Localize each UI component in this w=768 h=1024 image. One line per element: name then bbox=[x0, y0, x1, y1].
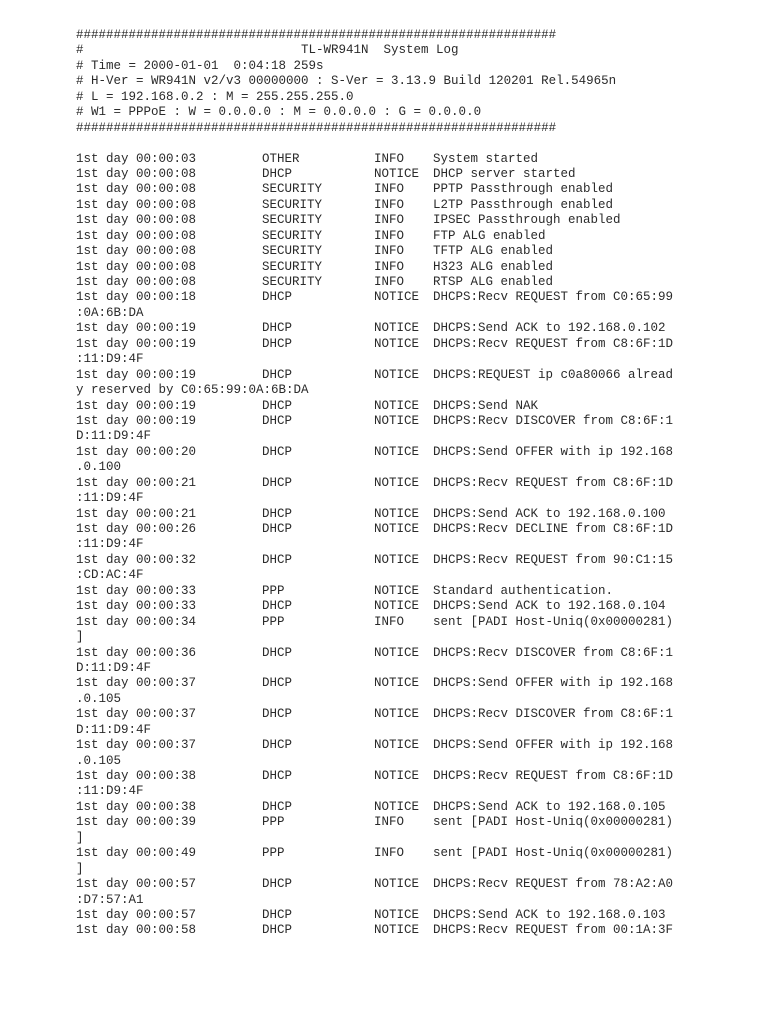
log-entry-category: DHCP bbox=[262, 475, 293, 490]
log-entry-time: 1st day 00:00:37 bbox=[76, 676, 197, 691]
log-entry bbox=[76, 846, 756, 861]
log-entry bbox=[76, 368, 756, 383]
system-log bbox=[76, 28, 756, 939]
log-entry-category: PPP bbox=[262, 846, 285, 861]
log-entry bbox=[76, 337, 756, 352]
log-entry-level: NOTICE bbox=[374, 367, 420, 382]
log-entry-category: DHCP bbox=[262, 907, 293, 922]
log-entry bbox=[76, 476, 756, 491]
log-entry-message: DHCPS:Send NAK bbox=[433, 398, 539, 413]
log-entry-continuation bbox=[76, 661, 756, 676]
log-entry-message-wrap: .0.105 bbox=[76, 691, 122, 706]
log-entry bbox=[76, 923, 756, 938]
log-entry-message-wrap: ] bbox=[76, 861, 84, 876]
log-entry-message: DHCPS:Recv DISCOVER from C8:6F:1 bbox=[433, 413, 674, 428]
log-entry-level: NOTICE bbox=[374, 583, 420, 598]
log-entry-time: 1st day 00:00:21 bbox=[76, 475, 197, 490]
log-entry bbox=[76, 321, 756, 336]
log-entry-time: 1st day 00:00:18 bbox=[76, 290, 197, 305]
log-entry-level: NOTICE bbox=[374, 645, 420, 660]
log-entry-message: DHCPS:Recv DECLINE from C8:6F:1D bbox=[433, 522, 674, 536]
log-entry-category: DHCP bbox=[262, 799, 293, 814]
log-entry-category: PPP bbox=[262, 815, 285, 830]
log-entry-message: Standard authentication. bbox=[433, 583, 614, 598]
log-entry-time: 1st day 00:00:37 bbox=[76, 707, 197, 722]
log-entry-category: DHCP bbox=[262, 321, 293, 336]
log-entry-message-wrap: ] bbox=[76, 630, 84, 645]
log-entry-message: L2TP Passthrough enabled bbox=[433, 197, 614, 212]
log-entry bbox=[76, 290, 756, 305]
log-entry-level: INFO bbox=[374, 244, 405, 259]
log-entry-message: FTP ALG enabled bbox=[433, 228, 546, 243]
log-entry-category: SECURITY bbox=[262, 275, 323, 289]
log-entry-level: INFO bbox=[374, 228, 405, 243]
log-entry-level: NOTICE bbox=[374, 475, 420, 490]
log-entry-category: SECURITY bbox=[262, 228, 323, 243]
log-entry bbox=[76, 244, 756, 259]
log-entry-time: 1st day 00:00:19 bbox=[76, 413, 197, 428]
log-entry-message: H323 ALG enabled bbox=[433, 259, 554, 274]
log-title: # TL-WR941N System Log bbox=[76, 43, 459, 58]
log-entry-continuation bbox=[76, 893, 756, 908]
log-entry-continuation bbox=[76, 831, 756, 846]
header-rule-bottom: ################################################################ bbox=[76, 120, 557, 135]
log-entry-message: DHCPS:Send ACK to 192.168.0.103 bbox=[433, 907, 666, 922]
log-entry-continuation bbox=[76, 692, 756, 707]
log-entry-time: 1st day 00:00:08 bbox=[76, 259, 197, 274]
log-entry bbox=[76, 507, 756, 522]
log-time: # Time = 2000-01-01 0:04:18 259s bbox=[76, 58, 324, 73]
log-entry-message: DHCPS:Recv REQUEST from C8:6F:1D bbox=[433, 475, 674, 490]
log-entry-continuation bbox=[76, 306, 756, 321]
log-entry-level: NOTICE bbox=[374, 398, 420, 413]
log-entry-level: NOTICE bbox=[374, 336, 420, 351]
log-entry-category: DHCP bbox=[262, 552, 293, 567]
log-entry-level: NOTICE bbox=[374, 599, 420, 614]
log-entry bbox=[76, 182, 756, 197]
log-entry-time: 1st day 00:00:19 bbox=[76, 367, 197, 382]
log-entry-continuation bbox=[76, 491, 756, 506]
log-entry bbox=[76, 198, 756, 213]
log-entry-message: sent [PADI Host-Uniq(0x00000281) bbox=[433, 846, 674, 861]
log-entry bbox=[76, 646, 756, 661]
log-entry-message: DHCPS:Recv REQUEST from C0:65:99 bbox=[433, 290, 674, 305]
log-entry-level: NOTICE bbox=[374, 769, 420, 783]
log-entry-message-wrap: D:11:D9:4F bbox=[76, 722, 152, 737]
log-entry-level: NOTICE bbox=[374, 923, 420, 938]
log-entry bbox=[76, 615, 756, 630]
log-entry bbox=[76, 800, 756, 815]
log-entry bbox=[76, 152, 756, 167]
log-entry-time: 1st day 00:00:08 bbox=[76, 182, 197, 197]
log-lan-info: # L = 192.168.0.2 : M = 255.255.255.0 bbox=[76, 89, 354, 104]
log-entry-level: INFO bbox=[374, 275, 405, 289]
log-entry-level: NOTICE bbox=[374, 676, 420, 691]
log-entry-level: NOTICE bbox=[374, 877, 420, 892]
log-entry bbox=[76, 769, 756, 784]
log-entry-time: 1st day 00:00:37 bbox=[76, 738, 197, 753]
log-entry bbox=[76, 167, 756, 182]
log-entry bbox=[76, 815, 756, 830]
log-entry-message: DHCP server started bbox=[433, 166, 576, 181]
log-entry-level: NOTICE bbox=[374, 799, 420, 814]
log-entry-message: DHCPS:Recv REQUEST from 00:1A:3F bbox=[433, 923, 674, 938]
log-entry bbox=[76, 676, 756, 691]
log-entry-message-wrap: .0.105 bbox=[76, 753, 122, 768]
log-entry bbox=[76, 738, 756, 753]
log-entry bbox=[76, 260, 756, 275]
log-entry-time: 1st day 00:00:57 bbox=[76, 877, 197, 892]
log-entry-message-wrap: :11:D9:4F bbox=[76, 491, 144, 506]
log-entry-category: DHCP bbox=[262, 676, 293, 691]
log-entry-message-wrap: .0.100 bbox=[76, 460, 122, 475]
log-entry-continuation bbox=[76, 460, 756, 475]
log-entry-message: sent [PADI Host-Uniq(0x00000281) bbox=[433, 815, 674, 830]
log-entry-time: 1st day 00:00:38 bbox=[76, 769, 197, 783]
log-entry-category: SECURITY bbox=[262, 259, 323, 274]
log-entry bbox=[76, 522, 756, 537]
log-entry-message: DHCPS:Send ACK to 192.168.0.105 bbox=[433, 799, 666, 814]
log-entry-message-wrap: :11:D9:4F bbox=[76, 537, 144, 552]
log-entry-message: DHCPS:Send OFFER with ip 192.168 bbox=[433, 738, 674, 753]
log-entry-time: 1st day 00:00:49 bbox=[76, 846, 197, 861]
log-entry-category: PPP bbox=[262, 614, 285, 629]
log-entry-time: 1st day 00:00:08 bbox=[76, 275, 197, 289]
log-entry-message-wrap: y reserved by C0:65:99:0A:6B:DA bbox=[76, 383, 309, 398]
log-entry-level: INFO bbox=[374, 151, 405, 166]
log-entry bbox=[76, 584, 756, 599]
log-entry-level: INFO bbox=[374, 213, 405, 228]
log-entry-message-wrap: D:11:D9:4F bbox=[76, 429, 152, 444]
log-entry-category: DHCP bbox=[262, 398, 293, 413]
log-entry-category: DHCP bbox=[262, 290, 293, 305]
header-rule-top: ################################################################ bbox=[76, 28, 557, 42]
log-entry-category: DHCP bbox=[262, 522, 293, 536]
log-entry-level: INFO bbox=[374, 846, 405, 861]
log-entry-message-wrap: :11:D9:4F bbox=[76, 784, 144, 799]
log-entry-message-wrap: ] bbox=[76, 830, 84, 845]
log-entry bbox=[76, 213, 756, 228]
log-entries bbox=[76, 152, 756, 939]
log-entry-category: DHCP bbox=[262, 769, 293, 783]
spacer bbox=[76, 136, 756, 151]
log-entry-category: DHCP bbox=[262, 599, 293, 614]
log-entry bbox=[76, 445, 756, 460]
log-entry-message: DHCPS:Recv REQUEST from 78:A2:A0 bbox=[433, 877, 674, 892]
log-entry-message: DHCPS:Send ACK to 192.168.0.100 bbox=[433, 506, 666, 521]
log-entry-time: 1st day 00:00:08 bbox=[76, 244, 197, 259]
log-entry-message-wrap: D:11:D9:4F bbox=[76, 660, 152, 675]
log-entry-time: 1st day 00:00:32 bbox=[76, 552, 197, 567]
log-entry bbox=[76, 707, 756, 722]
log-entry-level: NOTICE bbox=[374, 552, 420, 567]
log-entry-time: 1st day 00:00:19 bbox=[76, 321, 197, 336]
log-entry-time: 1st day 00:00:58 bbox=[76, 923, 197, 938]
log-entry-category: PPP bbox=[262, 583, 285, 598]
log-entry-time: 1st day 00:00:57 bbox=[76, 907, 197, 922]
log-wan-info: # W1 = PPPoE : W = 0.0.0.0 : M = 0.0.0.0 : G = 0.0.0.0 bbox=[76, 105, 482, 120]
log-entry-category: DHCP bbox=[262, 923, 293, 938]
log-entry bbox=[76, 414, 756, 429]
log-entry bbox=[76, 908, 756, 923]
log-entry-time: 1st day 00:00:36 bbox=[76, 645, 197, 660]
log-entry-level: NOTICE bbox=[374, 522, 420, 536]
log-entry-level: NOTICE bbox=[374, 166, 420, 181]
log-entry-message: TFTP ALG enabled bbox=[433, 244, 554, 259]
log-entry-time: 1st day 00:00:20 bbox=[76, 444, 197, 459]
log-entry-level: INFO bbox=[374, 182, 405, 197]
log-entry-category: DHCP bbox=[262, 738, 293, 753]
log-entry-category: DHCP bbox=[262, 506, 293, 521]
log-entry-level: NOTICE bbox=[374, 413, 420, 428]
log-entry-level: INFO bbox=[374, 815, 405, 830]
log-entry bbox=[76, 553, 756, 568]
log-entry-time: 1st day 00:00:08 bbox=[76, 166, 197, 181]
log-entry-continuation bbox=[76, 568, 756, 583]
log-entry-message: PPTP Passthrough enabled bbox=[433, 182, 614, 197]
log-entry-time: 1st day 00:00:08 bbox=[76, 228, 197, 243]
log-entry-message: System started bbox=[433, 151, 539, 166]
log-entry-message-wrap: :0A:6B:DA bbox=[76, 305, 144, 320]
log-entry-message-wrap: :CD:AC:4F bbox=[76, 568, 144, 583]
log-entry-category: OTHER bbox=[262, 151, 300, 166]
log-entry-continuation bbox=[76, 754, 756, 769]
log-entry-level: NOTICE bbox=[374, 506, 420, 521]
log-entry-continuation bbox=[76, 383, 756, 398]
log-entry-level: INFO bbox=[374, 614, 405, 629]
log-entry bbox=[76, 877, 756, 892]
log-entry-message: DHCPS:Recv REQUEST from 90:C1:15 bbox=[433, 552, 674, 567]
log-entry-time: 1st day 00:00:38 bbox=[76, 799, 197, 814]
log-entry-time: 1st day 00:00:33 bbox=[76, 599, 197, 614]
log-entry-category: DHCP bbox=[262, 645, 293, 660]
log-entry-category: DHCP bbox=[262, 166, 293, 181]
log-entry-time: 1st day 00:00:39 bbox=[76, 815, 197, 830]
log-entry-message-wrap: :D7:57:A1 bbox=[76, 892, 144, 907]
log-entry-time: 1st day 00:00:34 bbox=[76, 614, 197, 629]
log-entry-time: 1st day 00:00:03 bbox=[76, 151, 197, 166]
log-entry-continuation bbox=[76, 352, 756, 367]
log-entry-time: 1st day 00:00:08 bbox=[76, 213, 197, 228]
log-entry-category: SECURITY bbox=[262, 244, 323, 259]
log-entry bbox=[76, 275, 756, 290]
log-entry-category: DHCP bbox=[262, 367, 293, 382]
log-entry bbox=[76, 229, 756, 244]
log-entry-message: DHCPS:Send ACK to 192.168.0.102 bbox=[433, 321, 666, 336]
log-entry-time: 1st day 00:00:08 bbox=[76, 197, 197, 212]
log-entry-message: RTSP ALG enabled bbox=[433, 275, 554, 289]
log-version: # H-Ver = WR941N v2/v3 00000000 : S-Ver = 3.13.9 Build 120201 Rel.54965n bbox=[76, 74, 617, 89]
log-entry-time: 1st day 00:00:26 bbox=[76, 522, 197, 536]
log-entry-level: NOTICE bbox=[374, 738, 420, 753]
log-entry-message: DHCPS:Send ACK to 192.168.0.104 bbox=[433, 599, 666, 614]
log-entry-level: NOTICE bbox=[374, 907, 420, 922]
log-entry-level: NOTICE bbox=[374, 290, 420, 305]
log-entry-category: SECURITY bbox=[262, 197, 323, 212]
log-entry-category: DHCP bbox=[262, 877, 293, 892]
log-entry-level: INFO bbox=[374, 197, 405, 212]
log-entry-message: DHCPS:Recv REQUEST from C8:6F:1D bbox=[433, 769, 674, 783]
log-entry bbox=[76, 399, 756, 414]
log-entry-category: DHCP bbox=[262, 444, 293, 459]
log-entry-category: DHCP bbox=[262, 413, 293, 428]
log-entry-category: DHCP bbox=[262, 336, 293, 351]
log-entry-message: DHCPS:Recv REQUEST from C8:6F:1D bbox=[433, 336, 674, 351]
log-entry-continuation bbox=[76, 630, 756, 645]
log-entry-continuation bbox=[76, 723, 756, 738]
log-entry-message: IPSEC Passthrough enabled bbox=[433, 213, 621, 228]
log-entry-message: DHCPS:REQUEST ip c0a80066 alread bbox=[433, 367, 674, 382]
log-entry-continuation bbox=[76, 537, 756, 552]
log-entry-level: NOTICE bbox=[374, 444, 420, 459]
log-entry-continuation bbox=[76, 784, 756, 799]
log-entry-time: 1st day 00:00:21 bbox=[76, 506, 197, 521]
log-entry-category: DHCP bbox=[262, 707, 293, 722]
log-entry-message: DHCPS:Send OFFER with ip 192.168 bbox=[433, 444, 674, 459]
log-entry-continuation bbox=[76, 862, 756, 877]
log-entry bbox=[76, 599, 756, 614]
log-entry-message-wrap: :11:D9:4F bbox=[76, 352, 144, 367]
log-entry-level: NOTICE bbox=[374, 321, 420, 336]
log-entry-level: NOTICE bbox=[374, 707, 420, 722]
log-entry-continuation bbox=[76, 429, 756, 444]
log-entry-message: DHCPS:Recv DISCOVER from C8:6F:1 bbox=[433, 707, 674, 722]
log-entry-category: SECURITY bbox=[262, 213, 323, 228]
log-entry-message: DHCPS:Recv DISCOVER from C8:6F:1 bbox=[433, 645, 674, 660]
log-entry-message: DHCPS:Send OFFER with ip 192.168 bbox=[433, 676, 674, 691]
log-entry-category: SECURITY bbox=[262, 182, 323, 197]
log-entry-time: 1st day 00:00:33 bbox=[76, 583, 197, 598]
log-entry-message: sent [PADI Host-Uniq(0x00000281) bbox=[433, 614, 674, 629]
log-entry-time: 1st day 00:00:19 bbox=[76, 398, 197, 413]
log-entry-level: INFO bbox=[374, 259, 405, 274]
log-entry-time: 1st day 00:00:19 bbox=[76, 336, 197, 351]
